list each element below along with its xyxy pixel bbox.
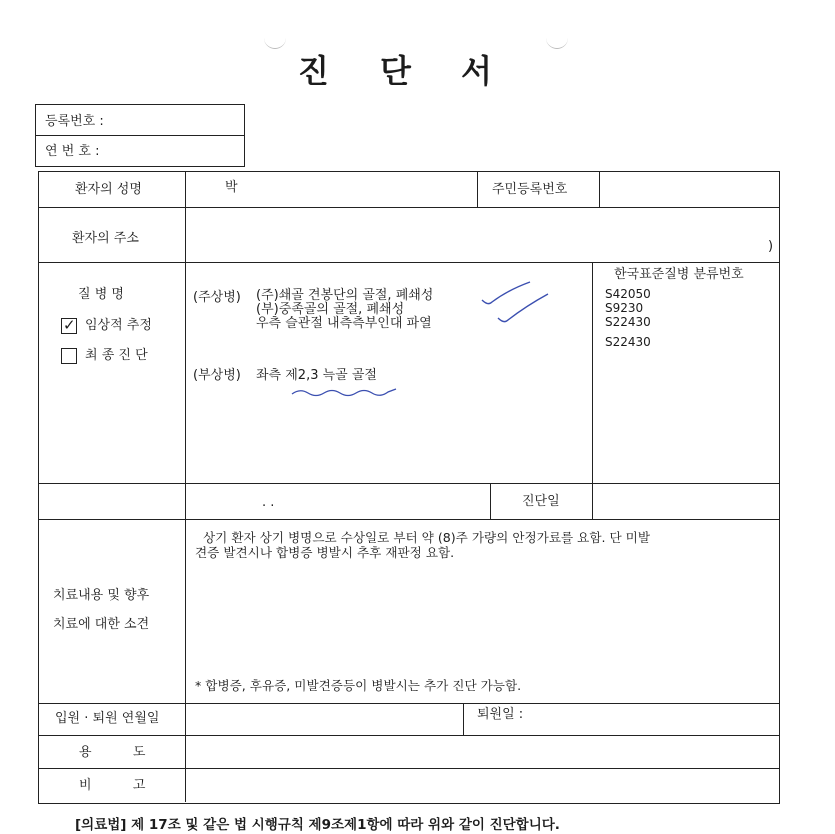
diagnosis-table — [38, 171, 780, 804]
remarks-label: 비 고 — [79, 778, 146, 793]
purpose-label: 용 도 — [79, 745, 146, 760]
complication-note: * 합병증, 후유증, 미발견증등이 병발시는 추가 진단 가능함. — [195, 678, 522, 693]
final-diagnosis-label: 최 종 진 단 — [85, 348, 148, 363]
kcd-code-2: S9230 — [605, 301, 644, 315]
date-dots: . . — [262, 495, 275, 510]
serial-number-label: 연 번 호 : — [45, 144, 100, 159]
rule-name-split-2 — [599, 171, 600, 208]
checkmark-icon: ✓ — [63, 316, 76, 334]
pen-check-marks-icon — [478, 280, 558, 330]
clinical-estimate-checkbox[interactable] — [61, 318, 77, 334]
main-disease-line-3: 우측 슬관절 내측측부인대 파열 — [256, 316, 432, 331]
admission-date-label: 입원 · 퇴원 연월일 — [55, 711, 160, 726]
disease-name-label: 질 병 명 — [78, 287, 124, 302]
rule-treatment-bottom — [38, 703, 780, 704]
patient-name-label: 환자의 성명 — [75, 182, 142, 197]
address-close-paren: ) — [768, 239, 774, 254]
kcd-code-1: S42050 — [605, 287, 651, 301]
diagnosis-date-label: 진단일 — [522, 494, 560, 509]
rule-name-bottom — [38, 207, 780, 208]
registration-number-label: 등록번호 : — [45, 114, 104, 129]
kcd-label: 한국표준질병 분류번호 — [614, 267, 744, 282]
sub-disease-tag: (부상병) — [193, 368, 241, 383]
rule-purpose-bottom — [38, 768, 780, 769]
rule-address-bottom — [38, 262, 780, 263]
rule-kcd-column — [592, 262, 593, 484]
registration-divider — [35, 135, 245, 136]
patient-address-label: 환자의 주소 — [72, 231, 139, 246]
opinion-line-1: 상기 환자 상기 병명으로 수상일로 부터 약 (8)주 가량의 안정가료를 요함. 단 미발 — [203, 530, 651, 545]
kcd-code-4: S22430 — [605, 335, 651, 349]
treatment-label-line-1: 치료내용 및 향후 — [53, 588, 150, 603]
opinion-line-2: 견증 발견시나 합병증 병발시 추후 재판정 요함. — [195, 545, 455, 560]
final-diagnosis-checkbox[interactable] — [61, 348, 77, 364]
pen-underline-squiggle-icon — [290, 386, 400, 400]
clinical-estimate-label: 임상적 추정 — [85, 318, 152, 333]
title-char-3: 서 — [461, 52, 492, 90]
title-char-2: 단 — [380, 52, 411, 90]
main-disease-line-2: (부)중족골의 골절, 폐쇄성 — [256, 302, 405, 317]
rule-admission-bottom — [38, 735, 780, 736]
rule-disease-bottom — [38, 483, 780, 484]
kcd-code-3: S22430 — [605, 315, 651, 329]
punch-hole-left — [264, 38, 286, 49]
rule-label-column — [185, 171, 186, 802]
main-disease-tag: (주상병) — [193, 290, 241, 305]
main-disease-line-1: (주)쇄골 견봉단의 골절, 폐쇄성 — [256, 288, 434, 303]
rule-date-split-1 — [490, 483, 491, 520]
discharge-date-label: 퇴원일 : — [477, 707, 524, 722]
patient-name-value: 박 — [225, 180, 238, 195]
resident-number-label: 주민등록번호 — [492, 182, 568, 197]
treatment-label-line-2: 치료에 대한 소견 — [53, 617, 150, 632]
title-char-1: 진 — [298, 52, 329, 90]
rule-name-split-1 — [477, 171, 478, 208]
rule-date-split-2 — [592, 483, 593, 520]
punch-hole-right — [546, 38, 568, 49]
rule-admission-split — [463, 703, 464, 736]
sub-disease-text: 좌측 제2,3 늑골 골절 — [256, 368, 377, 383]
legal-footer-text: [의료법] 제 17조 및 같은 법 시행규칙 제9조제1항에 따라 위와 같이 진단합니다. — [75, 817, 560, 833]
rule-date-bottom — [38, 519, 780, 520]
